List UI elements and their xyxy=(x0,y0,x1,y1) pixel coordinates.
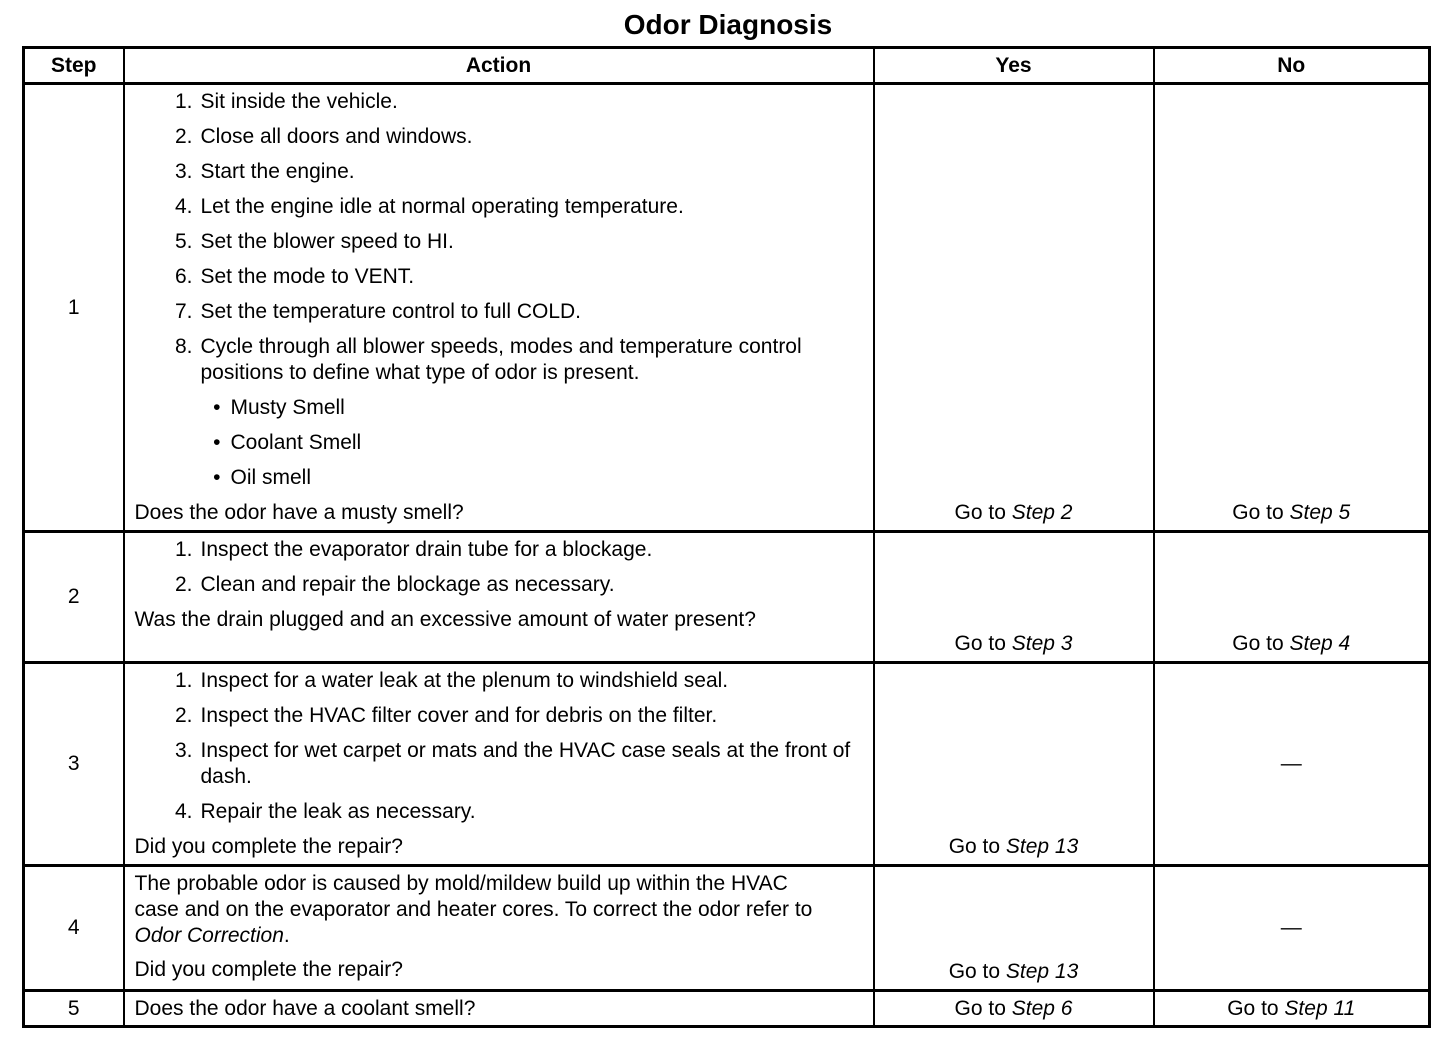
action-cell xyxy=(124,991,874,1027)
header-step: Step xyxy=(24,48,124,84)
header-row xyxy=(24,48,1430,84)
action-cell xyxy=(124,84,874,532)
list-item: • Oil smell xyxy=(135,465,863,491)
list-item: 3. Inspect for wet carpet or mats and the HVAC case seals at the front of dash. xyxy=(174,739,851,788)
table-row xyxy=(24,532,1430,663)
question: Did you complete the repair? xyxy=(134,958,403,981)
list-item: 2. Inspect the HVAC filter cover and for debris on the filter. xyxy=(174,704,718,727)
list-item: • Musty Smell xyxy=(135,395,863,421)
yes-cell: Go to Step 13 xyxy=(874,866,1154,991)
table-row xyxy=(24,84,1430,532)
list-item: 1. Sit inside the vehicle. xyxy=(174,90,398,113)
no-cell: — xyxy=(1154,866,1430,991)
list-item: 1. Inspect the evaporator drain tube for a blockage. xyxy=(174,538,653,561)
header-no: No xyxy=(1154,48,1430,84)
action-cell xyxy=(124,663,874,866)
table-row xyxy=(24,866,1430,991)
yes-cell: Go to Step 6 xyxy=(874,991,1154,1027)
step-number: 5 xyxy=(24,991,124,1027)
odor-diagnosis-table xyxy=(22,46,1431,1028)
action-cell xyxy=(124,532,874,663)
yes-cell: Go to Step 13 xyxy=(874,663,1154,866)
header-action: Action xyxy=(124,48,874,84)
yes-cell: Go to Step 3 xyxy=(874,532,1154,663)
question: Did you complete the repair? xyxy=(134,835,403,858)
question: Does the odor have a musty smell? xyxy=(134,501,464,524)
bullet-icon: • xyxy=(213,431,221,454)
page-title: Odor Diagnosis xyxy=(623,9,833,40)
list-item: 8. Cycle through all blower speeds, modes and temperature control positions to define what type of odor is present. xyxy=(174,335,802,384)
step-number: 1 xyxy=(24,84,124,532)
step-number: 3 xyxy=(24,663,124,866)
yes-cell: Go to Step 2 xyxy=(874,84,1154,532)
no-cell: Go to Step 5 xyxy=(1154,84,1430,532)
question: Does the odor have a coolant smell? xyxy=(134,996,476,1020)
odor-types xyxy=(135,395,863,491)
list-item: 6. Set the mode to VENT. xyxy=(174,265,415,288)
list-item: • Coolant Smell xyxy=(135,430,863,456)
list-item: 2. Close all doors and windows. xyxy=(174,125,473,148)
no-cell: Go to Step 11 xyxy=(1154,991,1430,1027)
no-cell: Go to Step 4 xyxy=(1154,532,1430,663)
question: Was the drain plugged and an excessive amount of water present? xyxy=(134,608,756,631)
list-item: 7. Set the temperature control to full COLD. xyxy=(174,300,582,323)
table-row xyxy=(24,991,1430,1027)
step-number: 2 xyxy=(24,532,124,663)
list-item: 1. Inspect for a water leak at the plenum to windshield seal. xyxy=(174,669,729,692)
list-item: 5. Set the blower speed to HI. xyxy=(174,230,454,253)
table-row xyxy=(24,663,1430,866)
bullet-icon: • xyxy=(213,466,221,489)
action-steps xyxy=(135,668,863,825)
step-number: 4 xyxy=(24,866,124,991)
header-yes: Yes xyxy=(874,48,1154,84)
no-cell: — xyxy=(1154,663,1430,866)
list-item: 4. Let the engine idle at normal operating temperature. xyxy=(174,195,684,218)
action-steps xyxy=(135,89,863,386)
action-steps xyxy=(135,537,863,598)
list-item: 4. Repair the leak as necessary. xyxy=(174,800,476,823)
bullet-icon: • xyxy=(213,396,221,419)
action-paragraph: The probable odor is caused by mold/mildew build up within the HVAC case and on the evaporator and heater cores. To correct the odor refer to Odor Correction. xyxy=(134,872,813,947)
list-item: 2. Clean and repair the blockage as necessary. xyxy=(174,573,615,596)
list-item: 3. Start the engine. xyxy=(174,160,355,183)
action-cell xyxy=(124,866,874,991)
